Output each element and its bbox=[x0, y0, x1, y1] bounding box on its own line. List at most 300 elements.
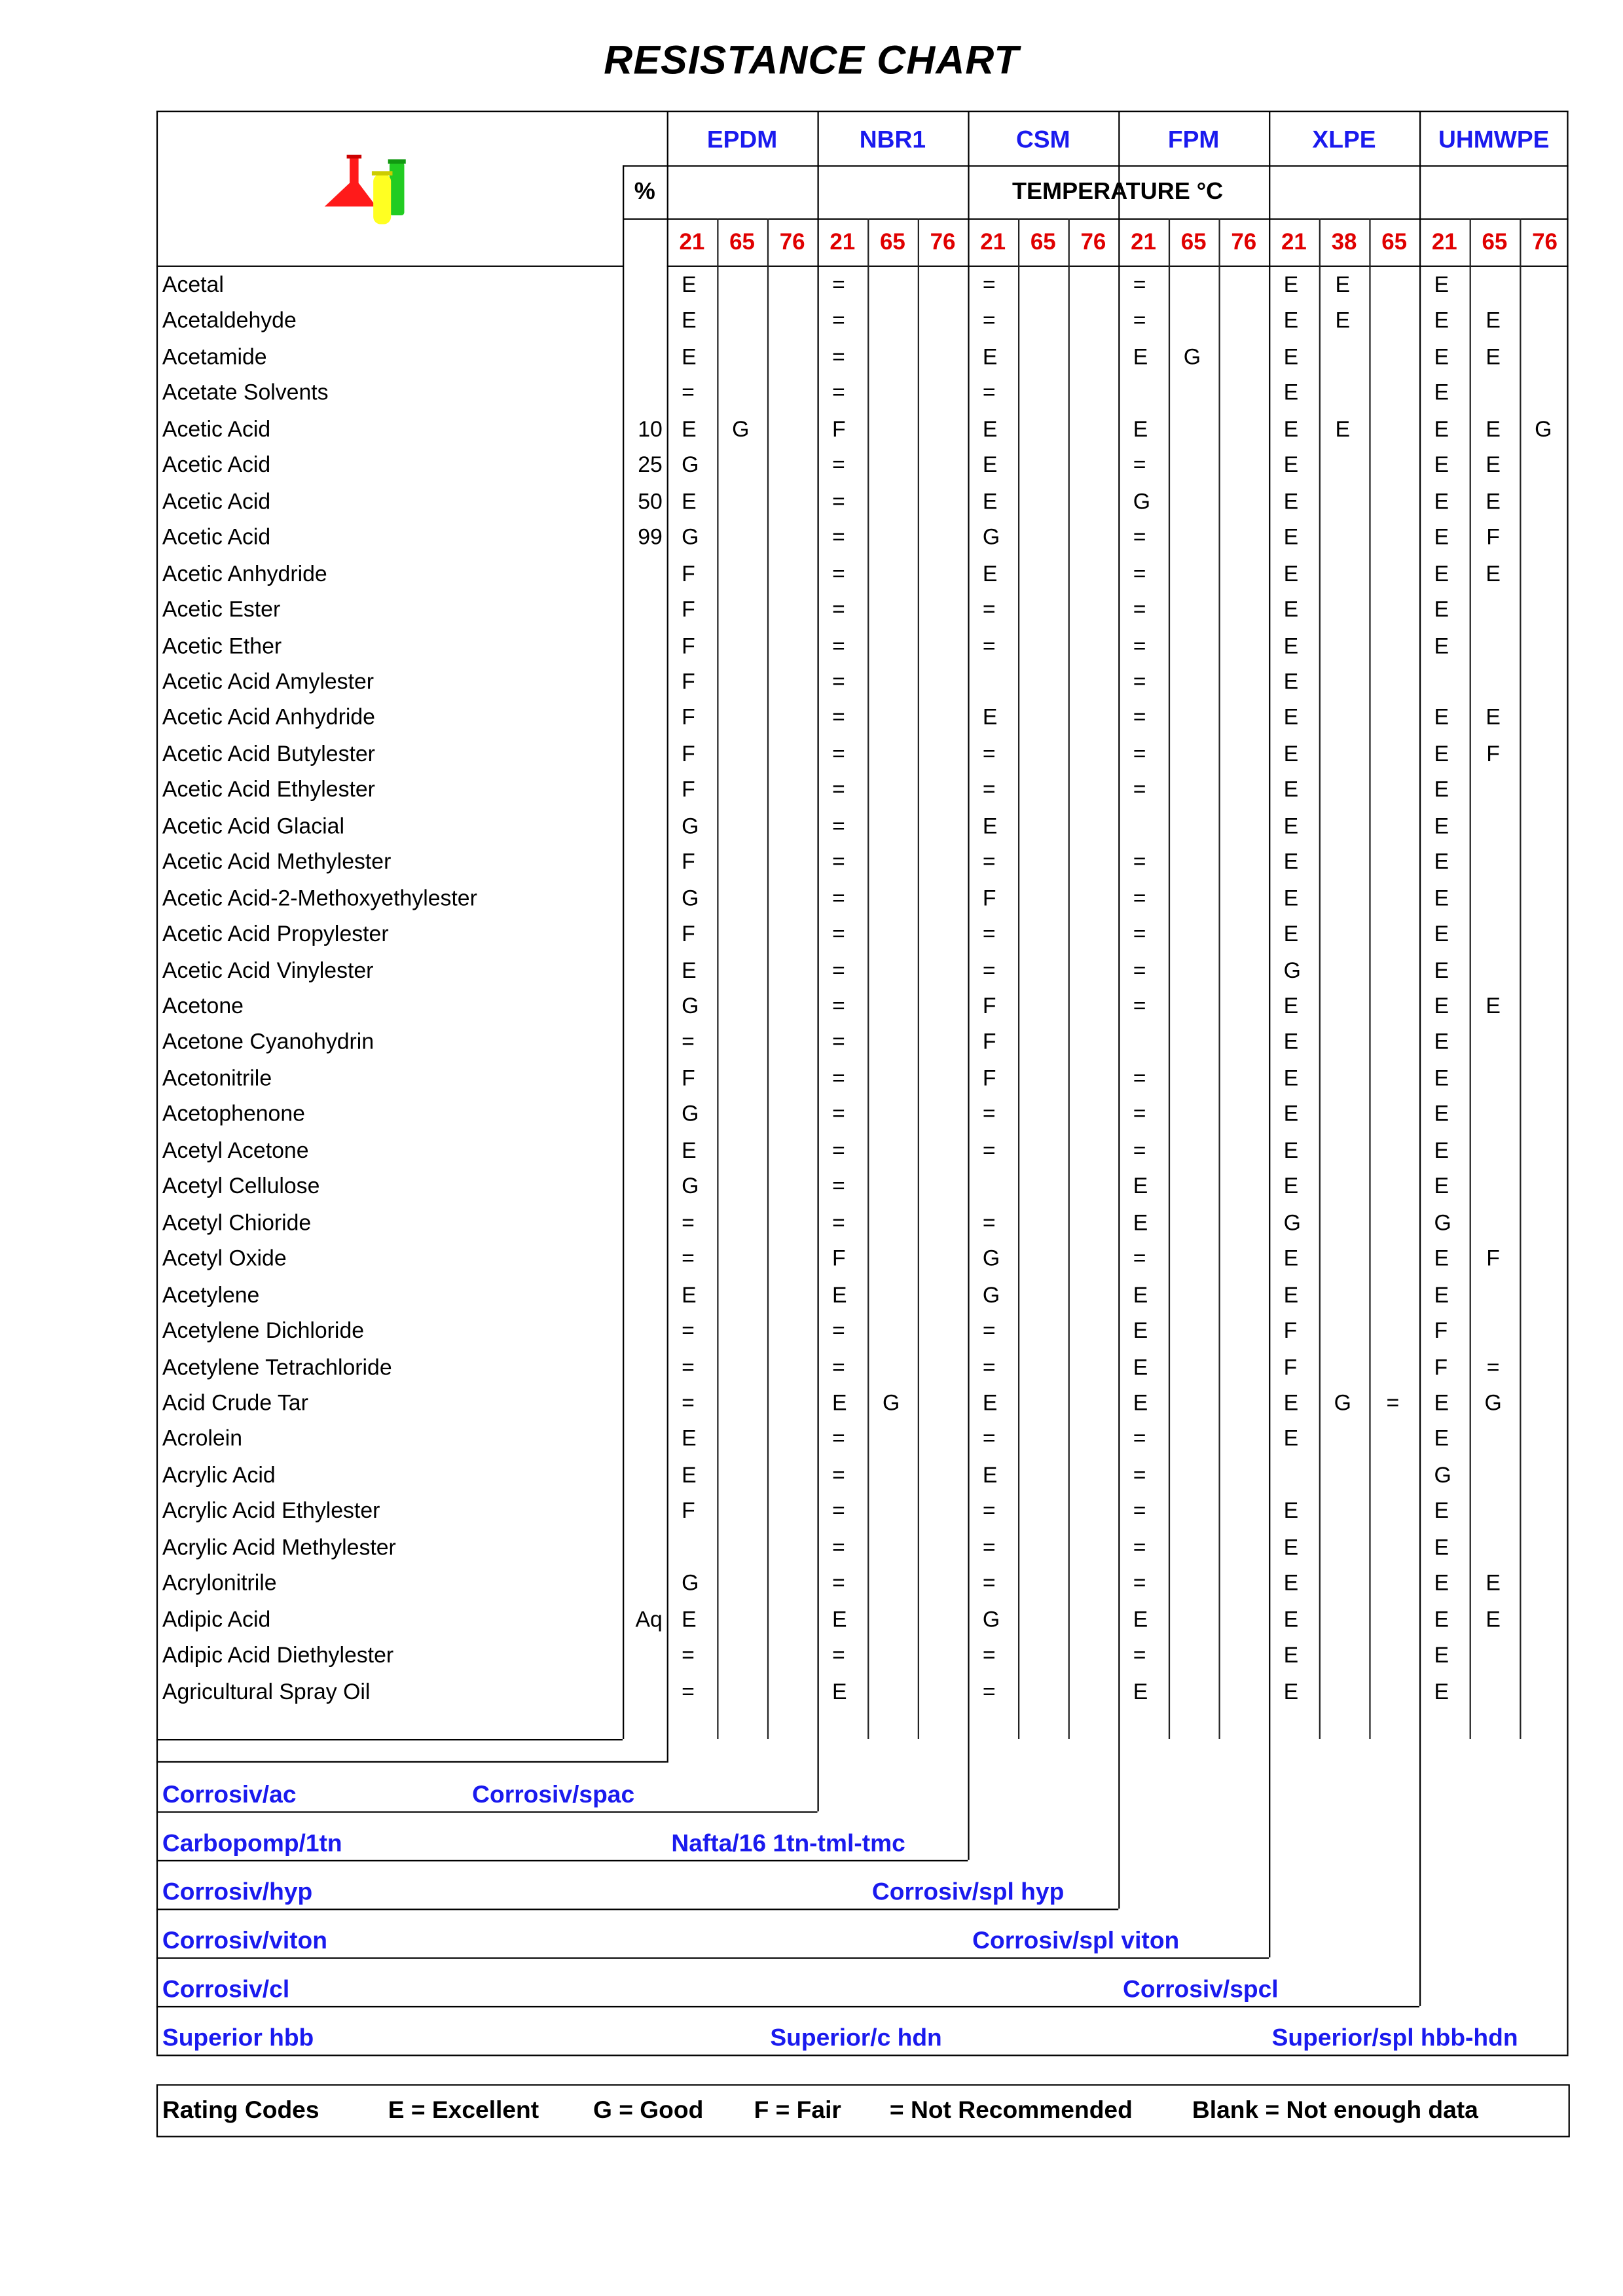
rating-cell bbox=[1217, 340, 1267, 376]
rating-cell bbox=[1217, 1675, 1267, 1711]
rating-cell: E bbox=[1335, 308, 1351, 334]
rating-cell: = bbox=[1133, 561, 1146, 587]
temperature-cell: 76 bbox=[930, 230, 956, 255]
rating-cell bbox=[1368, 1531, 1418, 1567]
rating-cell bbox=[1368, 846, 1418, 882]
rating-cell bbox=[916, 1386, 966, 1422]
rating-cell bbox=[766, 1639, 816, 1675]
rating-cell bbox=[716, 882, 766, 918]
rating-cell bbox=[1067, 810, 1117, 846]
rating-cell: = bbox=[1133, 1571, 1146, 1596]
rating-cell: E bbox=[832, 1391, 847, 1416]
rating-cell: E bbox=[1434, 1030, 1450, 1056]
rating-cell bbox=[866, 1422, 917, 1458]
rating-cell bbox=[1017, 376, 1067, 412]
rating-cell: E bbox=[1283, 525, 1299, 550]
temperature-cell: 76 bbox=[779, 230, 805, 255]
rating-cell bbox=[1017, 1278, 1067, 1314]
rating-cell bbox=[1317, 1314, 1368, 1350]
rating-cell bbox=[1067, 1675, 1117, 1711]
rating-cell bbox=[866, 737, 917, 773]
rating-cell: F bbox=[832, 417, 846, 442]
rating-cell bbox=[1317, 557, 1368, 593]
rating-cell bbox=[1167, 1206, 1218, 1242]
rating-cell bbox=[1317, 882, 1368, 918]
chemical-percent bbox=[623, 304, 663, 340]
rating-cell: G bbox=[1434, 1463, 1451, 1488]
rating-cell: E bbox=[1486, 489, 1501, 514]
rating-cell bbox=[1518, 1026, 1569, 1062]
material-uhmwpe: UHMWPE bbox=[1438, 126, 1550, 154]
rating-cell: E bbox=[1133, 1607, 1148, 1632]
rating-cell: F bbox=[682, 1499, 695, 1524]
rating-cell: E bbox=[1283, 1499, 1299, 1524]
rating-cell bbox=[1167, 954, 1218, 990]
rating-cell bbox=[1468, 268, 1518, 304]
rating-cell bbox=[1067, 1458, 1117, 1494]
rating-cell: = bbox=[982, 272, 996, 298]
rating-cell: E bbox=[1133, 1679, 1148, 1705]
rating-cell bbox=[1317, 1639, 1368, 1675]
rating-cell bbox=[1017, 1458, 1067, 1494]
rating-cell bbox=[866, 701, 917, 737]
chemical-percent bbox=[623, 1675, 663, 1711]
rating-cell bbox=[866, 1458, 917, 1494]
rating-cell: E bbox=[1283, 922, 1299, 948]
rating-cell bbox=[1167, 990, 1218, 1026]
rating-cell bbox=[1468, 1170, 1518, 1206]
rating-cell bbox=[716, 629, 766, 665]
footer-left-3: Corrosiv/hyp bbox=[162, 1879, 313, 1906]
rating-cell bbox=[1518, 1458, 1569, 1494]
chemical-name: Acetic Acid Propylester bbox=[162, 922, 389, 948]
rating-cell bbox=[1368, 701, 1418, 737]
rating-cell bbox=[866, 1639, 917, 1675]
rating-cell bbox=[1468, 1531, 1518, 1567]
rating-cell bbox=[1167, 1314, 1218, 1350]
rating-cell: = bbox=[832, 1535, 845, 1560]
rating-cell: G bbox=[1133, 489, 1151, 514]
rating-cell bbox=[766, 1567, 816, 1603]
rating-cell bbox=[1317, 1567, 1368, 1603]
rating-cell bbox=[1317, 1026, 1368, 1062]
rating-cell bbox=[866, 1350, 917, 1386]
rating-cell: E bbox=[1434, 814, 1450, 839]
rating-cell bbox=[1317, 521, 1368, 557]
chemical-name: Acetal bbox=[162, 272, 224, 298]
rating-cell bbox=[866, 1603, 917, 1639]
rating-cell bbox=[1518, 665, 1569, 701]
rating-cell bbox=[716, 376, 766, 412]
rating-cell bbox=[1468, 1639, 1518, 1675]
rating-cell bbox=[1317, 1062, 1368, 1098]
rating-cell: = bbox=[832, 597, 845, 623]
rating-cell bbox=[1468, 1098, 1518, 1134]
rating-cell bbox=[1067, 918, 1117, 954]
rating-cell bbox=[766, 990, 816, 1026]
rating-cell bbox=[766, 1026, 816, 1062]
chemical-percent bbox=[623, 990, 663, 1026]
chemical-name: Acrylic Acid bbox=[162, 1463, 276, 1488]
grid-line bbox=[667, 111, 668, 1763]
rating-cell: = bbox=[832, 489, 845, 514]
rating-cell: = bbox=[1133, 886, 1146, 911]
rating-cell: E bbox=[982, 453, 998, 478]
footer-left-2: Carbopomp/1tn bbox=[162, 1830, 342, 1857]
rating-cell: E bbox=[1486, 453, 1501, 478]
rating-cell: G bbox=[682, 525, 699, 550]
rating-cell bbox=[1518, 774, 1569, 810]
rating-cell: = bbox=[1133, 1463, 1146, 1488]
rating-cell bbox=[1067, 1495, 1117, 1531]
rating-cell bbox=[1167, 304, 1218, 340]
rating-cell: E bbox=[1486, 417, 1501, 442]
rating-cell bbox=[1167, 1062, 1218, 1098]
rating-cell bbox=[1217, 1531, 1267, 1567]
rating-cell bbox=[866, 629, 917, 665]
rating-cell: E bbox=[1434, 417, 1450, 442]
rating-cell: E bbox=[1283, 308, 1299, 334]
rating-cell: E bbox=[832, 1679, 847, 1705]
rating-cell: G bbox=[682, 814, 699, 839]
rating-cell bbox=[866, 557, 917, 593]
material-xlpe: XLPE bbox=[1312, 126, 1376, 154]
rating-cell: = bbox=[982, 778, 996, 803]
rating-cell: = bbox=[832, 886, 845, 911]
rating-cell bbox=[1468, 954, 1518, 990]
chemical-name: Acetic Acid Butylester bbox=[162, 742, 375, 767]
rating-cell bbox=[1217, 918, 1267, 954]
rating-cell bbox=[1368, 1675, 1418, 1711]
rating-cell bbox=[1167, 701, 1218, 737]
rating-cell bbox=[1217, 737, 1267, 773]
rating-cell bbox=[716, 1531, 766, 1567]
rating-cell: = bbox=[1133, 742, 1146, 767]
rating-cell bbox=[1167, 882, 1218, 918]
rating-cell: E bbox=[1434, 886, 1450, 911]
rating-cell: E bbox=[1434, 1282, 1450, 1308]
rating-cell bbox=[1017, 954, 1067, 990]
chemical-percent bbox=[623, 1458, 663, 1494]
rating-cell bbox=[866, 918, 917, 954]
rating-cell bbox=[766, 1531, 816, 1567]
rating-cell: F bbox=[1486, 1246, 1500, 1272]
rating-cell bbox=[766, 449, 816, 485]
rating-cell bbox=[716, 1495, 766, 1531]
rating-cell bbox=[1067, 1098, 1117, 1134]
rating-cell bbox=[766, 1675, 816, 1711]
rating-cell bbox=[766, 1278, 816, 1314]
rating-cell: E bbox=[1283, 1102, 1299, 1128]
rating-cell: G bbox=[1183, 345, 1201, 370]
rating-cell bbox=[1317, 1675, 1368, 1711]
rating-cell bbox=[916, 882, 966, 918]
chemical-name: Acetic Acid bbox=[162, 525, 271, 550]
rating-cell bbox=[716, 268, 766, 304]
rating-cell bbox=[716, 521, 766, 557]
rating-cell bbox=[866, 1026, 917, 1062]
rating-cell bbox=[766, 376, 816, 412]
rating-cell bbox=[1317, 701, 1368, 737]
rating-cell: = bbox=[832, 1174, 845, 1200]
temperature-cell: 21 bbox=[1281, 230, 1307, 255]
rating-cell: = bbox=[982, 742, 996, 767]
rating-cell: F bbox=[682, 669, 695, 695]
rating-cell: = bbox=[832, 814, 845, 839]
rating-cell: E bbox=[1434, 272, 1450, 298]
chemical-name: Acetylene bbox=[162, 1282, 260, 1308]
rating-cell bbox=[1368, 774, 1418, 810]
rating-cell bbox=[1468, 1675, 1518, 1711]
rating-cell: F bbox=[682, 778, 695, 803]
chemical-name: Acrylonitrile bbox=[162, 1571, 277, 1596]
rating-cell bbox=[916, 521, 966, 557]
rating-cell bbox=[1518, 954, 1569, 990]
rating-cell: F bbox=[682, 706, 695, 731]
rating-cell bbox=[1518, 1314, 1569, 1350]
rating-cell: E bbox=[1434, 994, 1450, 1020]
rating-cell bbox=[1167, 846, 1218, 882]
rating-cell: E bbox=[1283, 1679, 1299, 1705]
rating-cell bbox=[1167, 485, 1218, 521]
rating-cell bbox=[1518, 1422, 1569, 1458]
rating-cell bbox=[1518, 1062, 1569, 1098]
chemical-percent bbox=[623, 268, 663, 304]
rating-cell: = bbox=[982, 850, 996, 875]
rating-cell bbox=[1368, 1170, 1418, 1206]
rating-cell bbox=[716, 449, 766, 485]
rating-cell: E bbox=[1434, 1246, 1450, 1272]
rating-cell bbox=[1017, 557, 1067, 593]
rating-cell bbox=[1167, 1458, 1218, 1494]
rating-cell bbox=[766, 1314, 816, 1350]
rating-cell bbox=[1067, 521, 1117, 557]
rating-cell: = bbox=[682, 381, 695, 406]
rating-cell bbox=[766, 1422, 816, 1458]
rating-cell bbox=[1167, 557, 1218, 593]
rating-cell bbox=[1067, 1242, 1117, 1278]
rating-cell bbox=[1167, 918, 1218, 954]
chemical-name: Acetone bbox=[162, 994, 244, 1020]
rating-cell: E bbox=[1283, 1427, 1299, 1452]
rating-cell: E bbox=[1283, 345, 1299, 370]
rating-cell bbox=[1518, 1350, 1569, 1386]
chemical-name: Acrolein bbox=[162, 1427, 243, 1452]
rating-cell bbox=[1017, 665, 1067, 701]
rating-cell: G bbox=[982, 1607, 1000, 1632]
rating-cell bbox=[766, 629, 816, 665]
rating-cell: G bbox=[982, 1282, 1000, 1308]
rating-cell: = bbox=[832, 1427, 845, 1452]
rating-cell bbox=[1418, 665, 1468, 701]
rating-cell bbox=[916, 485, 966, 521]
rating-cell bbox=[1017, 629, 1067, 665]
rating-cell: G bbox=[682, 994, 699, 1020]
rating-cell: E bbox=[682, 958, 697, 984]
rating-cell: = bbox=[1133, 958, 1146, 984]
rating-cell bbox=[1017, 449, 1067, 485]
rating-cell: E bbox=[1133, 1210, 1148, 1236]
rating-cell bbox=[1017, 1603, 1067, 1639]
grid-line bbox=[1018, 219, 1019, 1739]
rating-cell bbox=[766, 810, 816, 846]
rating-cell: = bbox=[1386, 1391, 1400, 1416]
rating-cell bbox=[1317, 1206, 1368, 1242]
legend-label: Rating Codes bbox=[162, 2097, 319, 2125]
rating-cell bbox=[1518, 485, 1569, 521]
rating-cell bbox=[1368, 665, 1418, 701]
rating-cell: E bbox=[1283, 706, 1299, 731]
chemical-name: Acetylene Tetrachloride bbox=[162, 1354, 392, 1380]
rating-cell bbox=[1117, 376, 1167, 412]
rating-cell: = bbox=[982, 922, 996, 948]
temperature-cell: 65 bbox=[1381, 230, 1408, 255]
rating-cell bbox=[1317, 990, 1368, 1026]
rating-cell bbox=[916, 1206, 966, 1242]
rating-cell bbox=[1468, 846, 1518, 882]
grid-line bbox=[1319, 219, 1321, 1739]
rating-cell bbox=[766, 774, 816, 810]
temperature-cell: 65 bbox=[879, 230, 905, 255]
rating-cell bbox=[766, 1242, 816, 1278]
rating-cell bbox=[1518, 1278, 1569, 1314]
rating-cell bbox=[1468, 593, 1518, 629]
chemical-name: Acetic Acid bbox=[162, 453, 271, 478]
chemical-name: Adipic Acid Diethylester bbox=[162, 1643, 394, 1669]
rating-cell bbox=[866, 593, 917, 629]
rating-cell: E bbox=[1283, 814, 1299, 839]
rating-cell: E bbox=[1283, 742, 1299, 767]
grid-line bbox=[1068, 219, 1070, 1739]
rating-cell bbox=[1368, 737, 1418, 773]
rating-cell bbox=[1518, 918, 1569, 954]
rating-cell: E bbox=[1283, 1607, 1299, 1632]
rating-cell: E bbox=[1283, 489, 1299, 514]
chemical-percent bbox=[623, 593, 663, 629]
rating-cell bbox=[866, 413, 917, 449]
rating-cell: G bbox=[682, 1571, 699, 1596]
material-csm: CSM bbox=[1015, 126, 1070, 154]
rating-cell bbox=[716, 701, 766, 737]
chemical-percent bbox=[623, 1098, 663, 1134]
rating-cell: G bbox=[982, 1246, 1000, 1272]
rating-cell bbox=[1067, 1531, 1117, 1567]
rating-cell bbox=[866, 846, 917, 882]
rating-cell bbox=[1167, 665, 1218, 701]
rating-cell bbox=[766, 1603, 816, 1639]
rating-cell bbox=[1217, 701, 1267, 737]
temperature-cell: 76 bbox=[1231, 230, 1257, 255]
rating-cell: F bbox=[832, 1246, 846, 1272]
rating-cell bbox=[1067, 593, 1117, 629]
rating-cell bbox=[866, 1206, 917, 1242]
rating-cell bbox=[1217, 521, 1267, 557]
rating-cell bbox=[1167, 737, 1218, 773]
rating-cell bbox=[1368, 1639, 1418, 1675]
grid-line bbox=[667, 266, 1569, 267]
rating-cell bbox=[916, 1314, 966, 1350]
rating-cell: = bbox=[832, 525, 845, 550]
rating-cell bbox=[1317, 1098, 1368, 1134]
rating-cell bbox=[1317, 340, 1368, 376]
rating-cell bbox=[1217, 1242, 1267, 1278]
rating-cell bbox=[1317, 810, 1368, 846]
chemical-percent bbox=[623, 1567, 663, 1603]
rating-cell bbox=[1167, 1675, 1218, 1711]
rating-cell bbox=[716, 340, 766, 376]
rating-cell bbox=[1518, 449, 1569, 485]
rating-cell bbox=[1167, 1242, 1218, 1278]
rating-cell: = bbox=[1133, 1066, 1146, 1092]
footer-right-1: Corrosiv/spac bbox=[472, 1782, 635, 1808]
rating-cell: G bbox=[682, 453, 699, 478]
rating-cell bbox=[716, 1062, 766, 1098]
rating-cell bbox=[916, 1458, 966, 1494]
rating-cell bbox=[916, 1098, 966, 1134]
rating-cell: G bbox=[1484, 1391, 1502, 1416]
rating-cell bbox=[1017, 1062, 1067, 1098]
rating-cell bbox=[1368, 376, 1418, 412]
rating-cell bbox=[1518, 593, 1569, 629]
grid-line bbox=[817, 111, 818, 1811]
rating-cell bbox=[716, 846, 766, 882]
rating-cell: = bbox=[982, 1679, 996, 1705]
rating-cell: E bbox=[1434, 1066, 1450, 1092]
rating-cell: G bbox=[1283, 958, 1301, 984]
grid-line bbox=[156, 266, 623, 267]
grid-line bbox=[623, 165, 624, 1739]
rating-cell bbox=[1217, 376, 1267, 412]
rating-cell bbox=[766, 737, 816, 773]
rating-cell bbox=[1067, 268, 1117, 304]
rating-cell: E bbox=[1486, 345, 1501, 370]
rating-cell bbox=[1167, 376, 1218, 412]
rating-cell bbox=[1518, 268, 1569, 304]
rating-cell: = bbox=[832, 272, 845, 298]
chemical-name: Acetaldehyde bbox=[162, 308, 297, 334]
rating-cell bbox=[766, 1062, 816, 1098]
chemical-name: Acetyl Cellulose bbox=[162, 1174, 320, 1200]
rating-cell bbox=[1468, 665, 1518, 701]
rating-cell: E bbox=[1434, 1499, 1450, 1524]
rating-cell bbox=[1368, 1242, 1418, 1278]
rating-cell bbox=[916, 593, 966, 629]
rating-cell: E bbox=[1133, 417, 1148, 442]
rating-cell bbox=[916, 629, 966, 665]
rating-cell bbox=[766, 1495, 816, 1531]
chemical-percent bbox=[623, 1386, 663, 1422]
rating-cell bbox=[716, 1098, 766, 1134]
rating-cell bbox=[716, 1134, 766, 1170]
rating-cell bbox=[716, 1603, 766, 1639]
rating-cell bbox=[1518, 521, 1569, 557]
rating-cell: = bbox=[832, 922, 845, 948]
rating-cell: E bbox=[1283, 1571, 1299, 1596]
rating-cell bbox=[1368, 521, 1418, 557]
chemical-percent: Aq bbox=[635, 1607, 663, 1632]
rating-cell bbox=[1167, 1170, 1218, 1206]
rating-cell: G bbox=[682, 886, 699, 911]
rating-cell bbox=[1317, 1603, 1368, 1639]
rating-cell: = bbox=[982, 1138, 996, 1164]
rating-cell bbox=[1468, 810, 1518, 846]
chemical-name: Acetylene Dichloride bbox=[162, 1318, 365, 1344]
rating-cell: = bbox=[982, 1102, 996, 1128]
rating-cell bbox=[916, 1603, 966, 1639]
chemical-percent: 10 bbox=[638, 417, 663, 442]
temperature-cell: 38 bbox=[1331, 230, 1357, 255]
rating-cell: G bbox=[682, 1102, 699, 1128]
